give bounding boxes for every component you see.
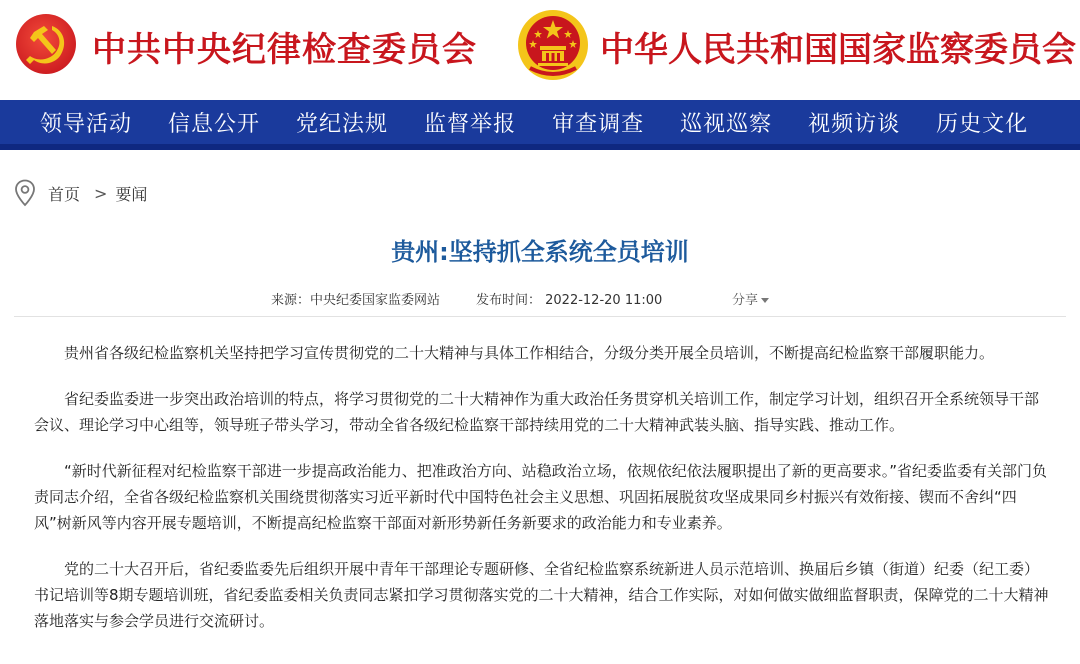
article-paragraph: “新时代新征程对纪检监察干部进一步提高政治能力、把准政治方向、站稳政治立场，依规依纪依法履职提出了新的更高要求。”省纪委监委有关部门负责同志介绍，全省各级纪检监察机关围绕贯彻落实习近平新时代中国特色社会主义思想、巩固拓展脱贫攻坚成果同乡村振兴有效衔接、锲而不舍纠“四风”树新风等内容开展专题培训，不断提高纪检监察干部面对新形势新任务新要求的政治能力和专业素养。 (34, 462, 1048, 532)
breadcrumb-news-link[interactable]: 要闻 (115, 184, 148, 204)
nav-item-report[interactable]: 监督举报 (424, 111, 517, 137)
site-header (0, 0, 1080, 100)
article-body (34, 340, 1050, 654)
breadcrumb-separator: > (94, 183, 108, 203)
article-source: 来源：中央纪委国家监委网站 (271, 293, 441, 308)
share-label: 分享 (732, 293, 759, 308)
location-pin-icon (14, 179, 36, 207)
national-emblem-icon (516, 8, 590, 82)
article-title: 贵州:坚持抓全系统全员培训 (391, 238, 689, 266)
breadcrumb (14, 176, 147, 210)
cpc-ccdi-title: 中共中央纪律检查委员会 (92, 30, 477, 70)
share-button[interactable] (732, 289, 769, 308)
article-meta (0, 289, 1080, 309)
nsc-title: 中华人民共和国国家监察委员会 (600, 30, 1076, 70)
nav-item-video-interview[interactable]: 视频访谈 (808, 111, 901, 137)
article-paragraph: 党的二十大召开后，省纪委监委先后组织开展中青年干部理论专题研修、全省纪检监察系统新进人员示范培训、换届后乡镇（街道）纪委（纪工委）书记培训等8期专题培训班，省纪委监委相关负责同志紧扣学习贯彻落实党的二十大精神，结合工作实际，对如何做实做细监督职责，保障党的二十大精神落地落实与参会学员进行交流研讨。 (34, 560, 1049, 630)
breadcrumb-home-link[interactable]: 首页 (48, 184, 81, 204)
article-paragraph: 省纪委监委进一步突出政治培训的特点，将学习贯彻党的二十大精神作为重大政治任务贯穿机关培训工作，制定学习计划，组织召开全系统领导干部会议、理论学习中心组等，领导班子带头学习，带动全省各级纪检监察干部持续用党的二十大精神武装头脑、指导实践、推动工作。 (34, 390, 1040, 434)
article-publish-time: 发布时间： 2022-12-20 11:00 (476, 293, 663, 308)
main-nav (0, 100, 1080, 144)
nav-item-history[interactable]: 历史文化 (936, 111, 1029, 137)
chevron-down-icon (761, 298, 769, 303)
nav-item-party-rules[interactable]: 党纪法规 (296, 111, 389, 137)
nav-item-investigation[interactable]: 审查调查 (552, 111, 645, 137)
nav-item-info-disclosure[interactable]: 信息公开 (168, 111, 261, 137)
nav-item-inspection[interactable]: 巡视巡察 (680, 111, 773, 137)
nav-bottom-bar (0, 144, 1080, 150)
nav-item-leadership[interactable]: 领导活动 (40, 111, 133, 137)
party-emblem-icon (14, 12, 78, 76)
article-paragraph: 贵州省各级纪检监察机关坚持把学习宣传贯彻党的二十大精神与具体工作相结合，分级分类开展全员培训，不断提高纪检监察干部履职能力。 (64, 344, 995, 362)
meta-divider (14, 316, 1066, 317)
